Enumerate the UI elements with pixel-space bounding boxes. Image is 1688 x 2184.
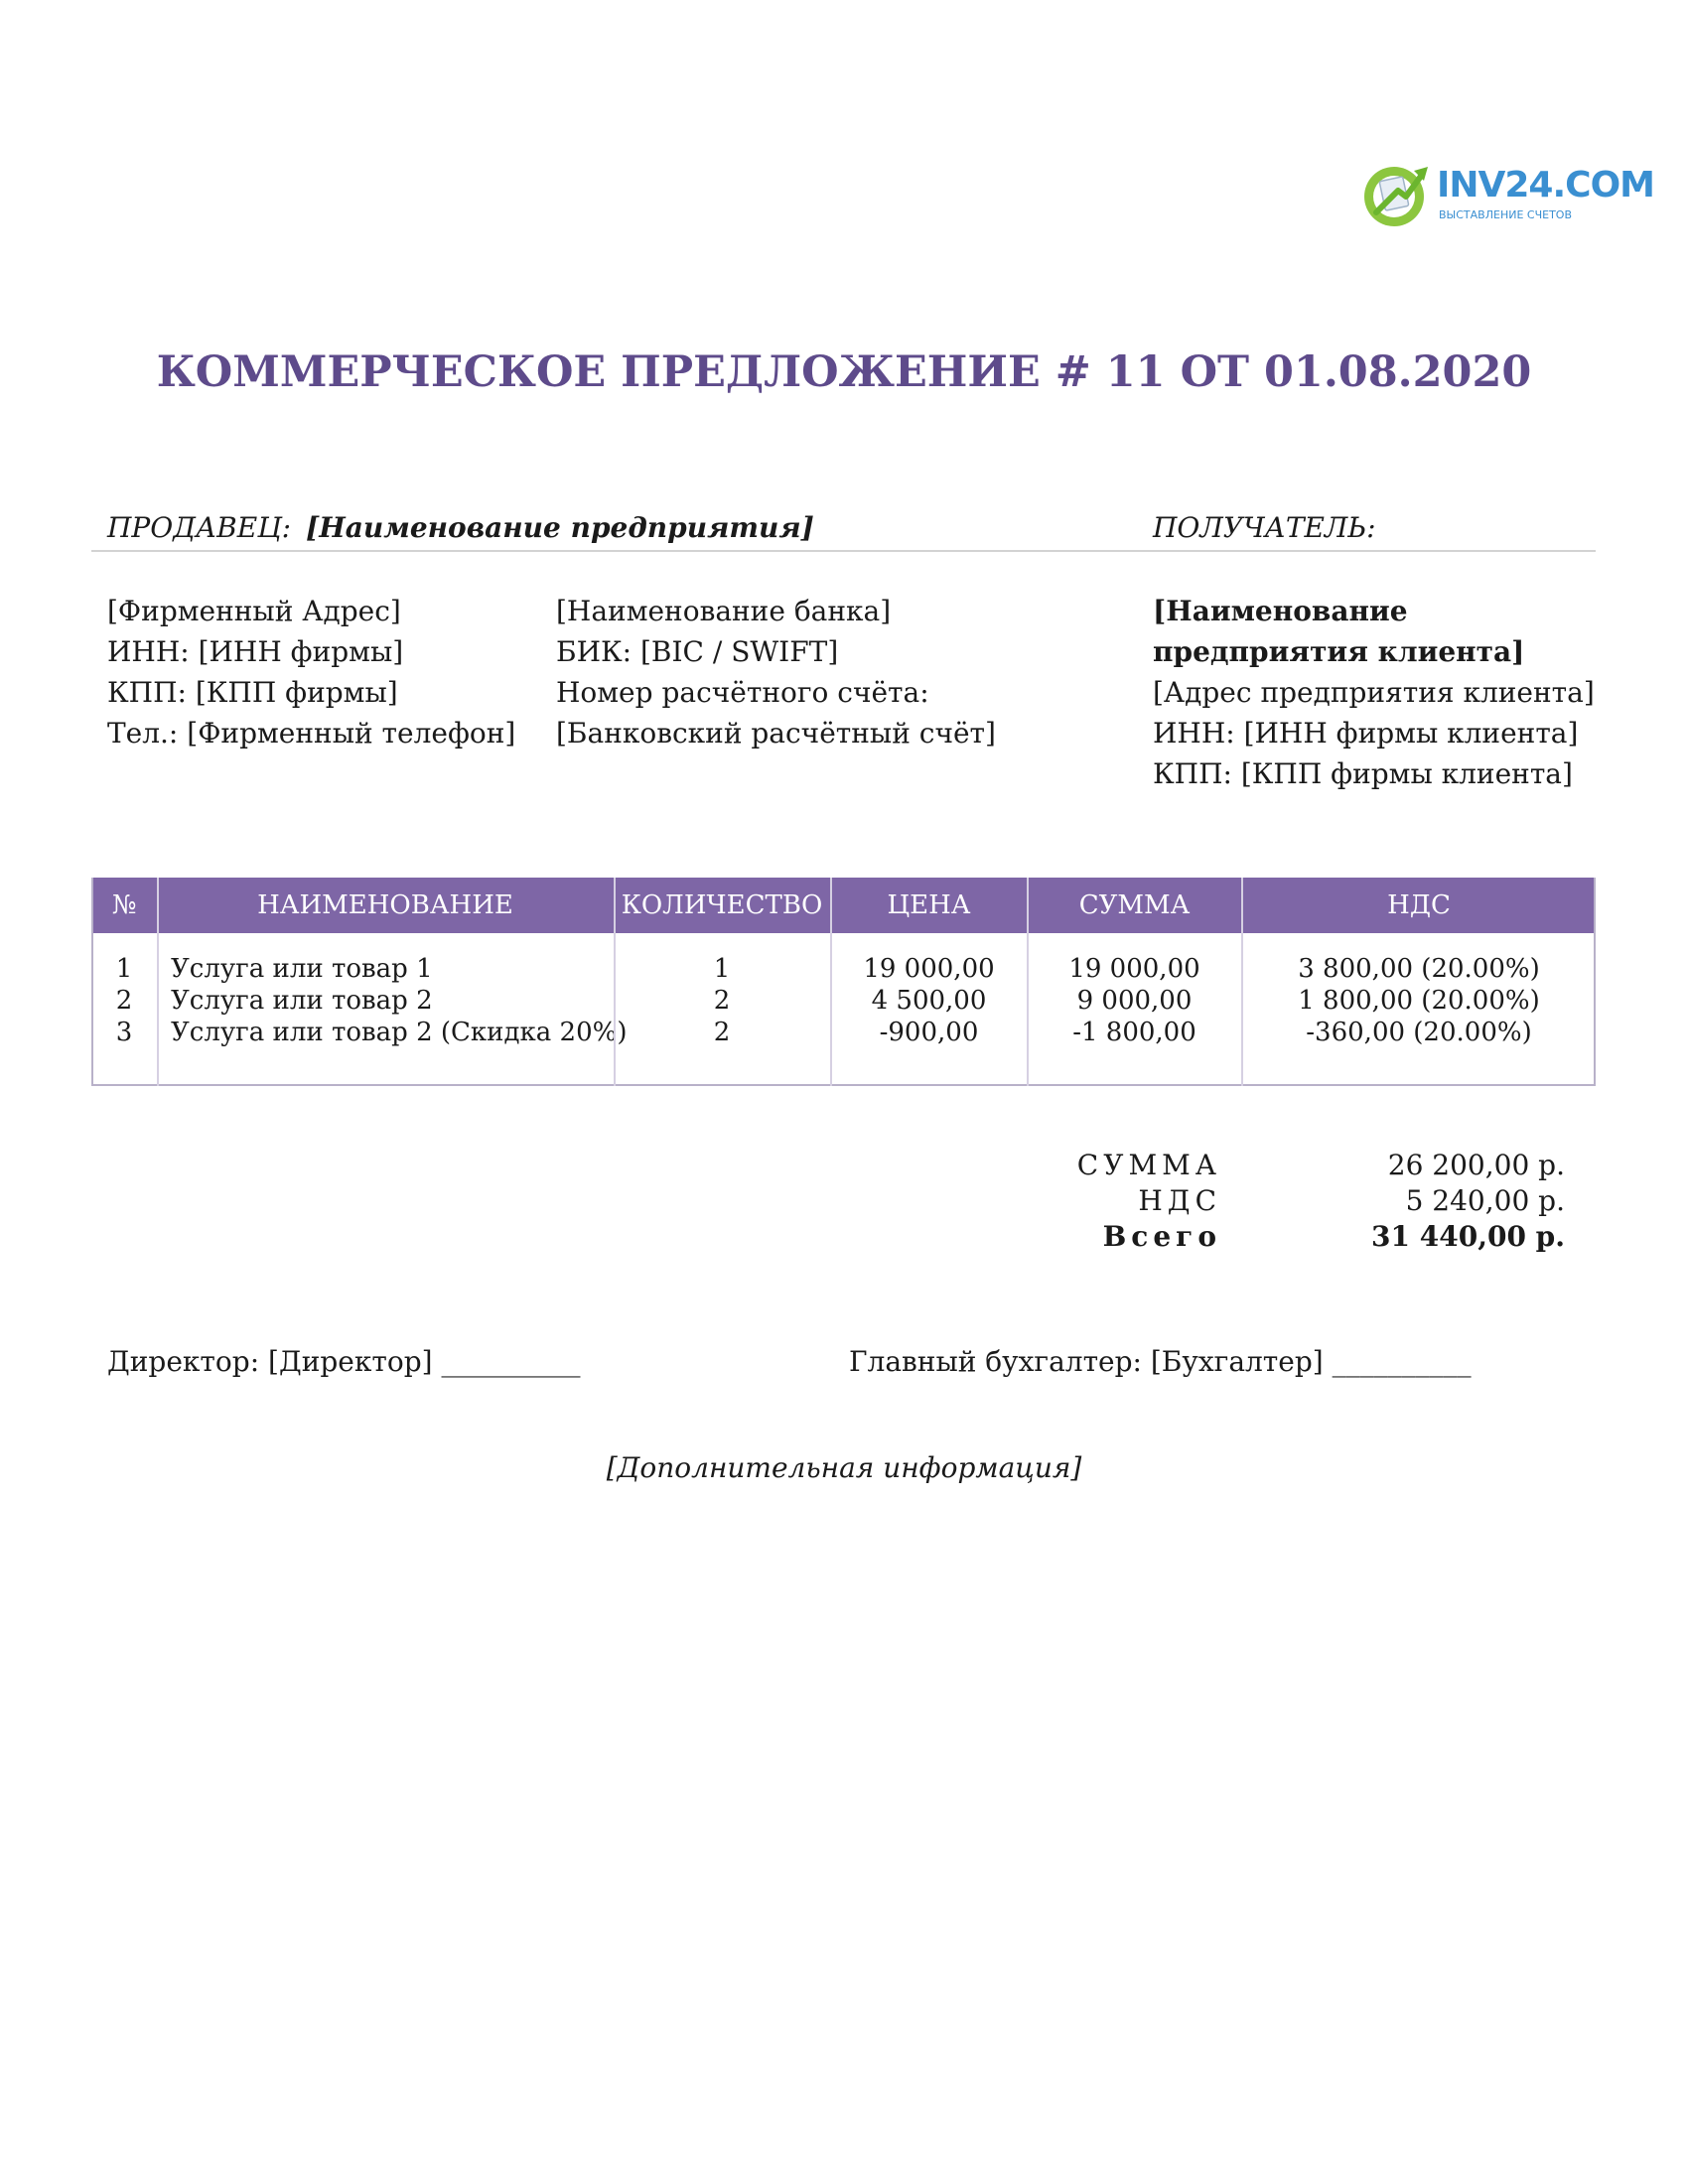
buyer-kpp: КПП: [КПП фирмы клиента] [1153, 757, 1573, 790]
total-value: 31 440,00 р. [1371, 1220, 1565, 1253]
row-vat: 1 800,00 (20.00%) [1298, 986, 1540, 1016]
column-divider [157, 878, 159, 1086]
seller-name: [Наименование предприятия] [306, 511, 814, 544]
invoice-arrow-logo-icon [1358, 157, 1434, 232]
seller-phone: Тел.: [Фирменный телефон] [107, 717, 516, 750]
company-logo [1358, 157, 1655, 232]
column-divider [1241, 878, 1243, 1086]
buyer-inn: ИНН: [ИНН фирмы клиента] [1153, 717, 1579, 750]
row-sum: -1 800,00 [1072, 1018, 1196, 1047]
column-divider [830, 878, 832, 1086]
row-sum: 9 000,00 [1076, 986, 1193, 1016]
table-row [91, 985, 1596, 1017]
vat-label: НДС [1138, 1184, 1221, 1217]
document-title: КОММЕРЧЕСКОЕ ПРЕДЛОЖЕНИЕ # 11 ОТ 01.08.2020 [156, 347, 1532, 397]
row-number: 3 [115, 1018, 133, 1047]
row-name: Услуга или товар 1 [171, 954, 433, 984]
seller-kpp: КПП: [КПП фирмы] [107, 676, 398, 709]
row-quantity: 2 [713, 1018, 731, 1047]
header-vat: НДС [1387, 890, 1451, 920]
buyer-details [1153, 591, 1595, 794]
buyer-name: [Наименование [1153, 595, 1408, 627]
row-price: -900,00 [879, 1018, 979, 1047]
header-number: № [111, 890, 137, 920]
row-name: Услуга или товар 2 (Скидка 20%) [171, 1018, 628, 1047]
seller-label: ПРОДАВЕЦ: [107, 511, 292, 544]
header-name: НАИМЕНОВАНИЕ [257, 890, 513, 920]
table-row [91, 953, 1596, 985]
items-table [91, 878, 1596, 1086]
bank-details [556, 591, 996, 753]
logo-brand: INV24.COM [1437, 165, 1655, 205]
total-label: Всего [1102, 1220, 1221, 1253]
row-quantity: 1 [713, 954, 731, 984]
row-number: 1 [115, 954, 133, 984]
header-quantity: КОЛИЧЕСТВО [621, 890, 823, 920]
header-divider [91, 550, 1596, 552]
buyer-name-cont: предприятия клиента] [1153, 635, 1525, 668]
header-price: ЦЕНА [887, 890, 971, 920]
vat-value: 5 240,00 р. [1405, 1184, 1565, 1217]
column-divider [614, 878, 616, 1086]
seller-inn: ИНН: [ИНН фирмы] [107, 635, 404, 668]
sum-value: 26 200,00 р. [1387, 1149, 1565, 1181]
director-signature: Директор: [Директор] __________ [107, 1345, 581, 1378]
row-price: 4 500,00 [871, 986, 987, 1016]
row-sum: 19 000,00 [1068, 954, 1200, 984]
buyer-label: ПОЛУЧАТЕЛЬ: [1153, 511, 1376, 544]
row-vat: -360,00 (20.00%) [1306, 1018, 1532, 1047]
seller-details [107, 591, 515, 753]
row-vat: 3 800,00 (20.00%) [1298, 954, 1540, 984]
table-border-right [1594, 878, 1596, 1086]
column-divider [1027, 878, 1029, 1086]
additional-info: [Дополнительная информация] [606, 1451, 1082, 1484]
accountant-signature: Главный бухгалтер: [Бухгалтер] __________ [849, 1345, 1472, 1378]
table-body [91, 933, 1596, 1086]
logo-tagline: ВЫСТАВЛЕНИЕ СЧЕТОВ [1439, 208, 1572, 221]
row-price: 19 000,00 [863, 954, 995, 984]
table-header [91, 878, 1596, 933]
bank-bic: БИК: [BIC / SWIFT] [556, 635, 839, 668]
row-quantity: 2 [713, 986, 731, 1016]
bank-account: [Банковский расчётный счёт] [556, 717, 996, 750]
row-number: 2 [115, 986, 133, 1016]
seller-address: [Фирменный Адрес] [107, 595, 401, 627]
header-sum: СУММА [1078, 890, 1191, 920]
bank-name: [Наименование банка] [556, 595, 892, 627]
sum-label: СУММА [1076, 1149, 1221, 1181]
table-row [91, 1017, 1596, 1048]
table-border-left [91, 878, 93, 1086]
buyer-address: [Адрес предприятия клиента] [1153, 676, 1595, 709]
bank-account-label: Номер расчётного счёта: [556, 676, 929, 709]
row-name: Услуга или товар 2 [171, 986, 433, 1016]
